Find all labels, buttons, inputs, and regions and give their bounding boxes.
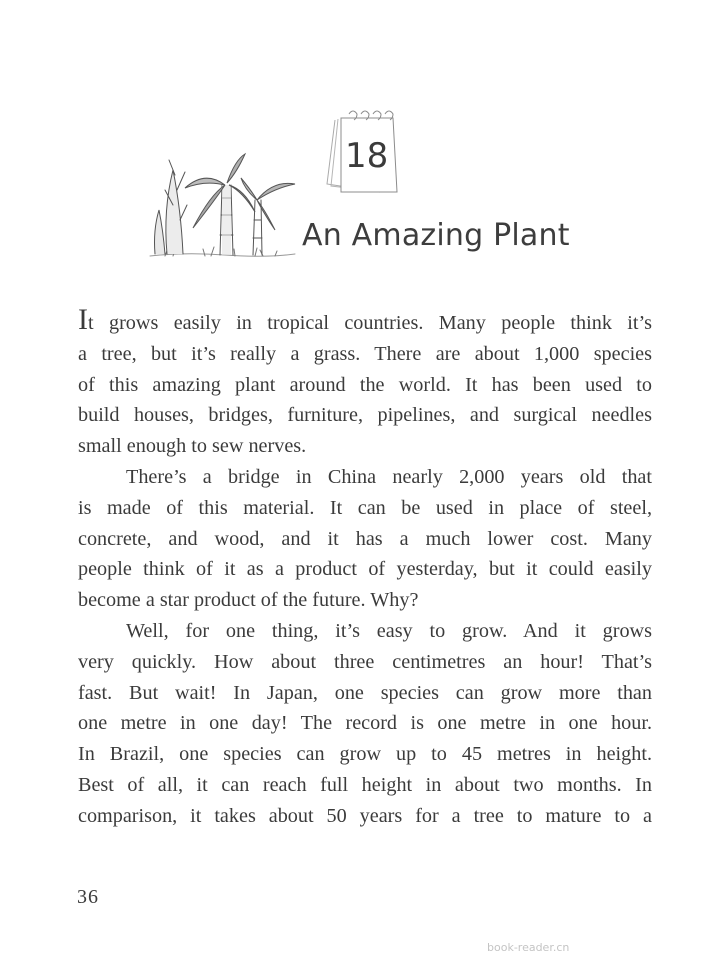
- text-line: It grows easily in tropical countries. Many people think it’s: [78, 303, 652, 336]
- text-line: of this amazing plant around the world. It has been used to: [78, 373, 652, 396]
- bamboo-icon: [145, 150, 305, 262]
- paragraph-2: [78, 462, 652, 616]
- text-line: comparison, it takes about 50 years for a tree to mature to a: [78, 804, 652, 827]
- text-line: There’s a bridge in China nearly 2,000 years old that: [126, 465, 652, 488]
- text-line: In Brazil, one species can grow up to 45 metres in height.: [78, 743, 652, 766]
- calendar-icon: [323, 106, 403, 198]
- text-line: Well, for one thing, it’s easy to grow. And it grows: [126, 619, 652, 642]
- text-line: people think of it as a product of yesterday, but it could easily: [78, 558, 652, 581]
- watermark: book-reader.cn: [487, 941, 570, 954]
- text-line: one metre in one day! The record is one metre in one hour.: [78, 712, 652, 735]
- drop-cap: I: [78, 303, 88, 336]
- text-line: Best of all, it can reach full height in about two months. In: [78, 773, 652, 796]
- paragraph-3: [78, 616, 652, 832]
- body-text: [78, 303, 652, 832]
- chapter-number: 18: [345, 136, 389, 176]
- text-line: become a star product of the future. Why?: [78, 589, 419, 612]
- text-line: build houses, bridges, furniture, pipelines, and surgical needles: [78, 404, 652, 427]
- text-line: is made of this material. It can be used in place of steel,: [78, 496, 652, 519]
- paragraph-1: [78, 303, 652, 462]
- text-line: fast. But wait! In Japan, one species can grow more than: [78, 681, 652, 704]
- text-line: a tree, but it’s really a grass. There are about 1,000 species: [78, 342, 652, 365]
- text-line: very quickly. How about three centimetres an hour! That’s: [78, 650, 652, 673]
- text-line: concrete, and wood, and it has a much lower cost. Many: [78, 527, 652, 550]
- page-number: 36: [77, 886, 99, 908]
- text-line: small enough to sew nerves.: [78, 435, 307, 458]
- bamboo-illustration: [145, 150, 305, 262]
- chapter-title: An Amazing Plant: [302, 218, 570, 253]
